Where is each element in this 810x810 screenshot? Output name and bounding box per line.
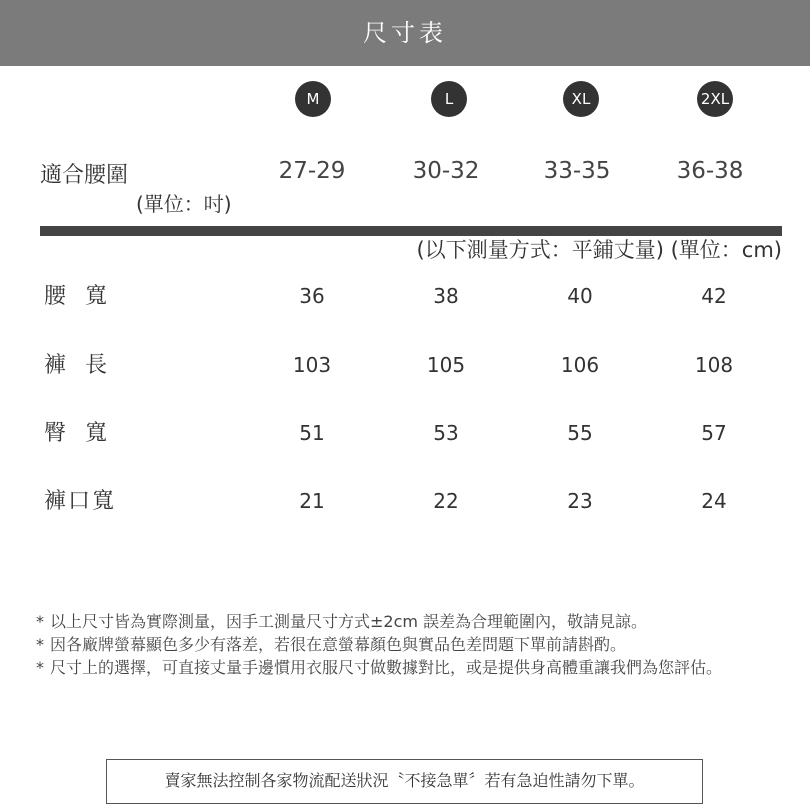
table-cell: 108 [694,353,734,377]
notes-section [36,610,796,679]
asterisk-icon: * [36,658,44,677]
table-cell: 106 [560,353,600,377]
table-cell: 38 [433,284,459,308]
measurement-note: (以下測量方式：平鋪丈量) (單位：cm) [416,238,782,262]
waist-fit-value: 30-32 [412,158,480,184]
table-cell: 51 [299,421,325,445]
asterisk-icon: * [36,635,44,654]
size-badge-2xl: 2XL [697,81,733,117]
table-cell: 24 [701,489,727,513]
row-label-pants-length: 褲 長 [44,353,113,378]
note-item [36,610,796,633]
page-title: 尺寸表 [0,0,810,66]
row-label-hem-width: 褲口寬 [44,489,117,514]
note-text: 尺寸上的選擇，可直接丈量手邊慣用衣服尺寸做數據對比，或是提供身高體重讓我們為您評估。 [50,658,723,677]
table-cell: 105 [426,353,466,377]
row-label-waist-width: 腰 寬 [44,284,113,309]
table-cell: 21 [299,489,325,513]
table-cell: 57 [701,421,727,445]
note-item [36,633,796,656]
size-badge-m: M [295,81,331,117]
waist-fit-label: 適合腰圍 [40,163,129,188]
table-cell: 22 [433,489,459,513]
waist-fit-value: 36-38 [676,158,744,184]
table-cell: 42 [701,284,727,308]
waist-fit-value: 33-35 [543,158,611,184]
row-label-hip-width: 臀 寬 [44,421,113,446]
note-text: 以上尺寸皆為實際測量，因手工測量尺寸方式±2cm 誤差為合理範圍內，敬請見諒。 [50,612,648,631]
waist-fit-value: 27-29 [278,158,346,184]
table-cell: 23 [567,489,593,513]
shipping-notice: 賣家無法控制各家物流配送狀況〝不接急單〞若有急迫性請勿下單。 [106,759,703,804]
table-cell: 53 [433,421,459,445]
waist-fit-unit: (單位：吋) [136,192,232,216]
table-cell: 40 [567,284,593,308]
note-text: 因各廠牌螢幕顯色多少有落差，若很在意螢幕顏色與實品色差問題下單前請斟酌。 [50,635,627,654]
size-badge-l: L [431,81,467,117]
table-cell: 55 [567,421,593,445]
table-cell: 103 [292,353,332,377]
table-cell: 36 [299,284,325,308]
size-badge-xl: XL [563,81,599,117]
note-item [36,656,796,679]
asterisk-icon: * [36,612,44,631]
